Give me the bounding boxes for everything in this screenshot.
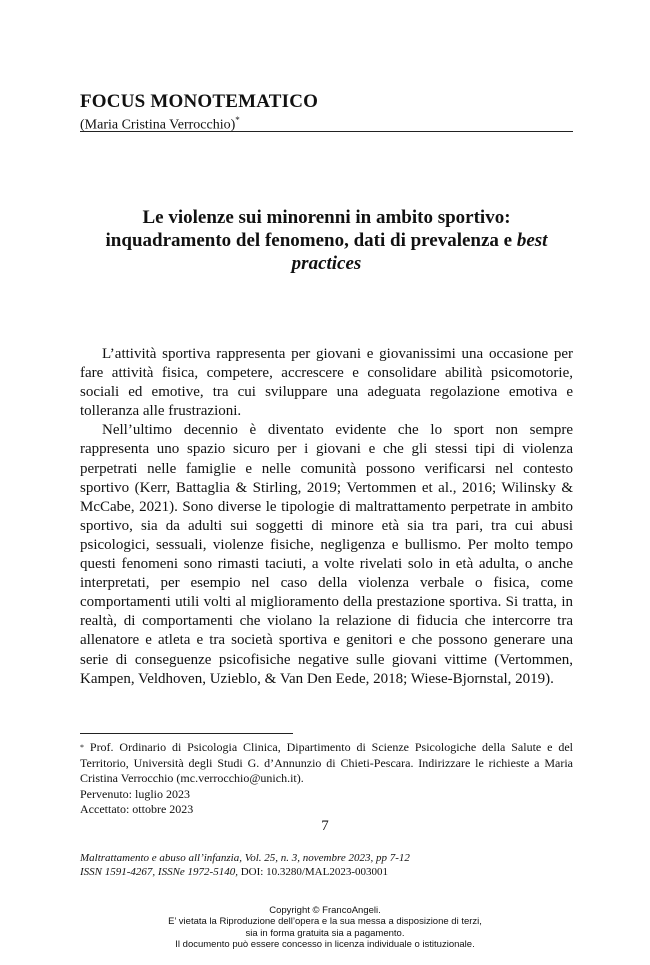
paragraph: Nell’ultimo decennio è diventato evidente che lo sport non sempre rappresenta uno spazio sicuro per i giovani e che gli stessi tipi di violenza perpetrati nelle famiglie e nelle comunità possono verificarsi nel contesto sportivo (Kerr, Battaglia & Stirling, 2019; Vertommen et al., 2016; Wilinsky & McCabe, 2021). Sono diverse le tipologie di maltrattamento perpetrate in ambito sportivo, sia da adulti sui soggetti di minore età sia tra pari, tra cui abusi psicologici, sessuali, violenze fisiche, negligenza e bullismo. Per molto tempo questi fenomeni sono rimasti taciuti, a volte rivelati solo in età adulta, o anche interpretati, per esempio nel caso della violenza verbale o fisica, come comportamenti utili volti al miglioramento della prestazione sportiva. Si tratta, in realtà, di comportamenti che violano la relazione di fiducia che intercorre tra allenatore e atleta e tra società sportiva e genitori e che possono generare una serie di conseguenze psicofisiche negative sulle giovani vittime (Vertommen, Kampen, Veldhoven, Uzieblo, & Van Den Eede, 2018; Wiese-Bjornstal, 2019). xyxy=(80,422,573,687)
article-title-line-2 xyxy=(80,229,573,275)
body-text xyxy=(80,345,573,689)
footnote-mark: * xyxy=(80,743,84,752)
citation-issn: ISSN 1591-4267, ISSNe 1972-5140, xyxy=(80,866,238,878)
copyright-line-1: Copyright © FrancoAngeli. xyxy=(269,905,381,916)
copyright-notice xyxy=(0,905,650,951)
section-heading: FOCUS MONOTEMATICO xyxy=(80,91,319,112)
copyright-line-3: sia in forma gratuita sia a pagamento. xyxy=(245,927,405,939)
citation-line-2 xyxy=(80,865,410,879)
footnote-rule xyxy=(80,733,293,734)
citation-doi: DOI: 10.3280/MAL2023-003001 xyxy=(240,866,388,878)
footnote-text: Prof. Ordinario di Psicologia Clinica, Dipartimento di Scienze Psicologiche della Salute e del Territorio, Università degli Studi G. d’Annunzio di Chieti-Pescara. Indirizzare le richieste a Maria Cristina Verrocchio (mc.verrocchio@unich.it). xyxy=(80,740,573,786)
author-footnote-mark: * xyxy=(235,115,240,125)
article-title-line-2-text: inquadramento del fenomeno, dati di prevalenza e xyxy=(105,230,513,251)
footnote xyxy=(80,740,573,818)
citation-journal: Maltrattamento e abuso all’infanzia, Vol. 25, n. 3, novembre 2023, pp 7-12 xyxy=(80,852,410,864)
footnote-accepted: Accettato: ottobre 2023 xyxy=(80,802,194,817)
article-title-italic: best practices xyxy=(291,230,548,274)
citation-line-1 xyxy=(80,851,410,865)
copyright-line-2: E’ vietata la Riproduzione dell’opera e la sua messa a disposizione di terzi, xyxy=(168,916,482,928)
article-title xyxy=(80,206,573,275)
author-name: (Maria Cristina Verrocchio) xyxy=(80,117,236,133)
article-title-line-1: Le violenze sui minorenni in ambito sportivo: xyxy=(142,207,511,228)
footnote-received: Pervenuto: luglio 2023 xyxy=(80,786,190,801)
heading-rule xyxy=(80,131,573,132)
journal-citation xyxy=(80,851,410,879)
copyright-line-4: Il documento può essere concesso in licenza individuale o istituzionale. xyxy=(175,939,475,951)
paragraph: L’attività sportiva rappresenta per giovani e giovanissimi una occasione per fare attività fisica, competere, accrescere e consolidare abilità psicomotorie, sociali ed emotive, tra cui sviluppare una adeguata regolazione emotiva e tolleranza alle frustrazioni. xyxy=(80,346,573,420)
page-number: 7 xyxy=(321,818,329,834)
footnote-body xyxy=(80,740,573,787)
